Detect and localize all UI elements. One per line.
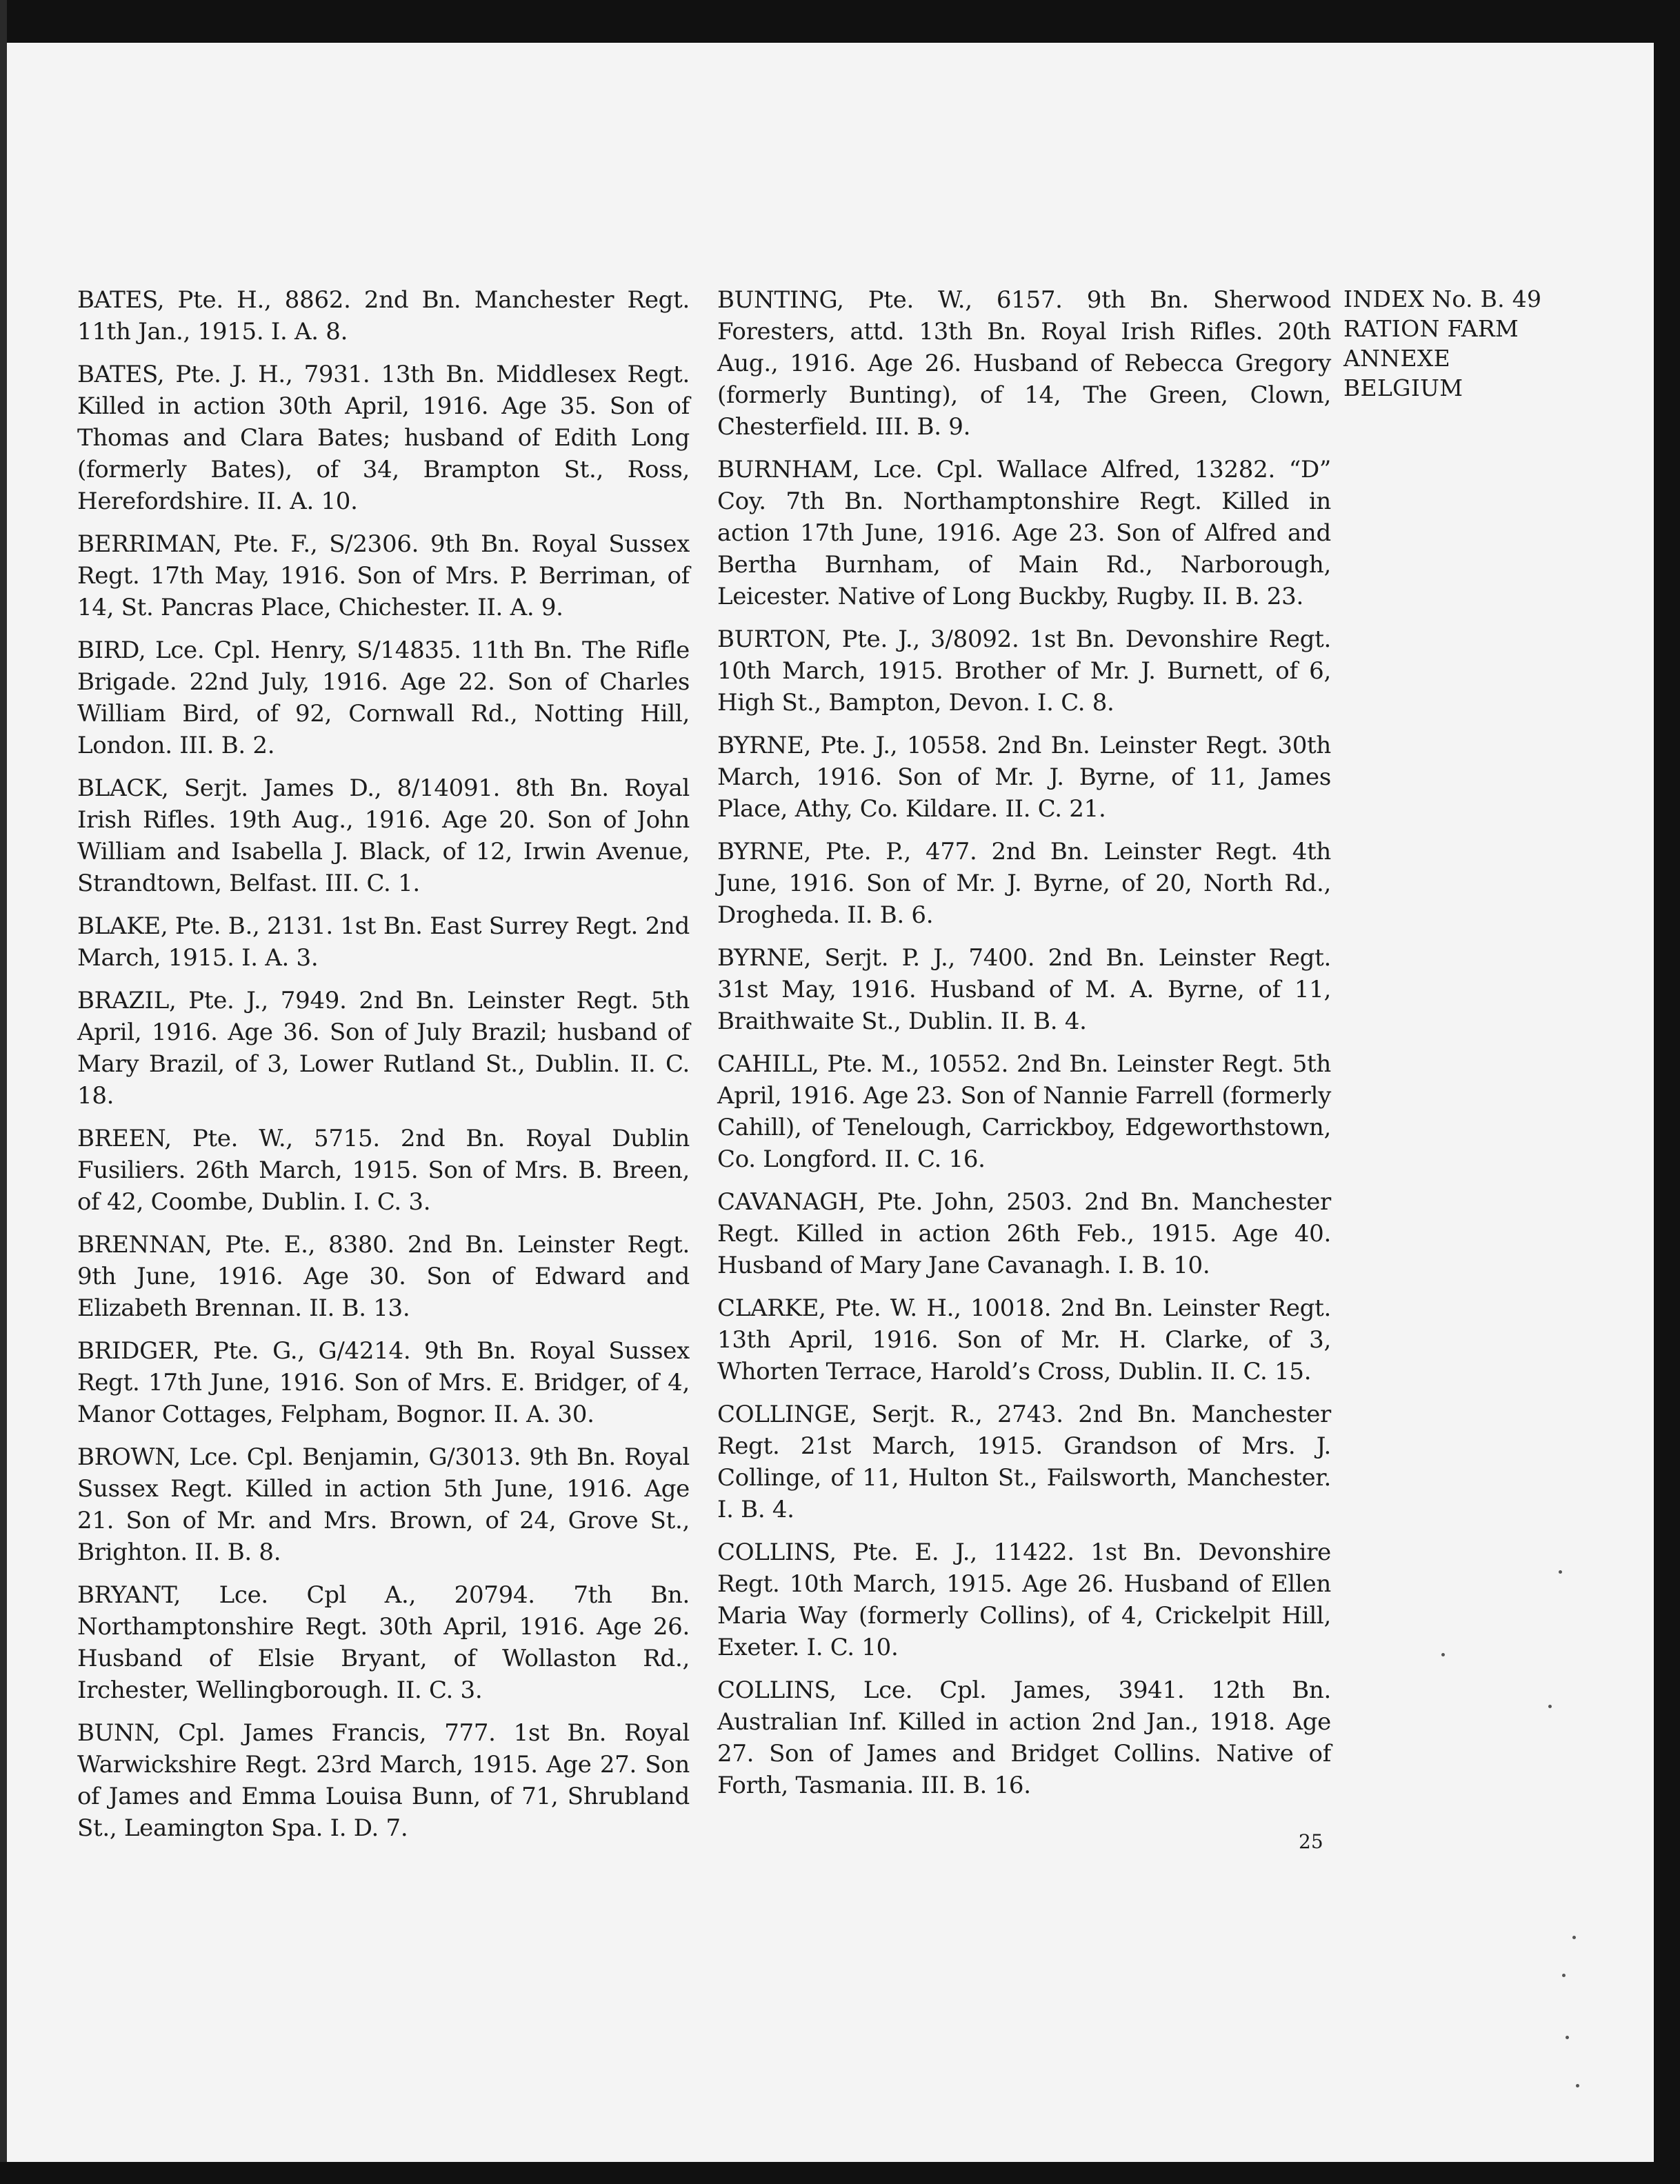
index-header (1343, 284, 1571, 403)
scan-speck (1572, 1936, 1576, 1939)
country-name: BELGIUM (1343, 374, 1463, 401)
register-entry: BYRNE, Serjt. P. J., 7400. 2nd Bn. Leinster Regt. 31st May, 1916. Husband of M. A. Byrne, of 11, Braithwaite St., Dublin. II. B. 4. (717, 944, 1331, 1035)
register-entry: BRENNAN, Pte. E., 8380. 2nd Bn. Leinster Regt. 9th June, 1916. Age 30. Son of Edward and Elizabeth Brennan. II. B. 13. (77, 1231, 690, 1322)
scan-border-bottom (0, 2162, 1680, 2184)
cemetery-name-line-1: RATION FARM (1343, 315, 1519, 342)
register-entry: BROWN, Lce. Cpl. Benjamin, G/3013. 9th Bn. Royal Sussex Regt. Killed in action 5th June, 1916. Age 21. Son of Mr. and Mrs. Brown, of 24, Grove St., Brighton. II. B. 8. (77, 1443, 690, 1566)
register-entry: COLLINGE, Serjt. R., 2743. 2nd Bn. Manchester Regt. 21st March, 1915. Grandson of Mrs. J. Collinge, of 11, Hulton St., Failsworth, Manchester. I. B. 4. (717, 1401, 1331, 1523)
register-entry: CAVANAGH, Pte. John, 2503. 2nd Bn. Manchester Regt. Killed in action 26th Feb., 1915. Age 40. Husband of Mary Jane Cavanagh. I. B. 10. (717, 1188, 1331, 1279)
register-entry: BUNN, Cpl. James Francis, 777. 1st Bn. Royal Warwickshire Regt. 23rd March, 1915. Age 27. Son of James and Emma Louisa Bunn, of 71, Shrubland St., Leamington Spa. I. D. 7. (77, 1719, 690, 1842)
register-entry: BLAKE, Pte. B., 2131. 1st Bn. East Surrey Regt. 2nd March, 1915. I. A. 3. (77, 912, 690, 972)
register-entry: BRAZIL, Pte. J., 7949. 2nd Bn. Leinster Regt. 5th April, 1916. Age 36. Son of July Brazil; husband of Mary Brazil, of 3, Lower Rutland St., Dublin. II. C. 18. (77, 987, 690, 1110)
register-entry: BATES, Pte. H., 8862. 2nd Bn. Manchester Regt. 11th Jan., 1915. I. A. 8. (77, 286, 690, 345)
register-entry: COLLINS, Pte. E. J., 11422. 1st Bn. Devonshire Regt. 10th March, 1915. Age 26. Husband of Ellen Maria Way (formerly Collins), of 4, Crickelpit Hill, Exeter. I. C. 10. (717, 1539, 1331, 1661)
scan-speck (1566, 2036, 1569, 2039)
register-entry: BATES, Pte. J. H., 7931. 13th Bn. Middlesex Regt. Killed in action 30th April, 1916. Age 35. Son of Thomas and Clara Bates; husband of Edith Long (formerly Bates), of 34, Brampton St., Ross, Herefordshire. II. A. 10. (77, 361, 690, 515)
register-entry: BERRIMAN, Pte. F., S/2306. 9th Bn. Royal Sussex Regt. 17th May, 1916. Son of Mrs. P. Berriman, of 14, St. Pancras Place, Chichester. II. A. 9. (77, 530, 690, 621)
register-entry: BIRD, Lce. Cpl. Henry, S/14835. 11th Bn. The Rifle Brigade. 22nd July, 1916. Age 22. Son of Charles William Bird, of 92, Cornwall Rd., Notting Hill, London. III. B. 2. (77, 637, 690, 759)
register-entry: BRIDGER, Pte. G., G/4214. 9th Bn. Royal Sussex Regt. 17th June, 1916. Son of Mrs. E. Bridger, of 4, Manor Cottages, Felpham, Bognor. II. A. 30. (77, 1337, 690, 1428)
index-number: INDEX No. B. 49 (1343, 285, 1542, 312)
page-number: 25 (1299, 1830, 1323, 1853)
register-entry: CLARKE, Pte. W. H., 10018. 2nd Bn. Leinster Regt. 13th April, 1916. Son of Mr. H. Clarke, of 3, Whorten Terrace, Harold’s Cross, Dublin. II. C. 15. (717, 1294, 1331, 1385)
page-sheet (7, 43, 1654, 2162)
scan-border-left (0, 0, 7, 2184)
register-entry: BURNHAM, Lce. Cpl. Wallace Alfred, 13282. “D” Coy. 7th Bn. Northamptonshire Regt. Killed in action 17th June, 1916. Age 23. Son of Alfred and Bertha Burnham, of Main Rd., Narborough, Leicester. Native of Long Buckby, Rugby. II. B. 23. (717, 456, 1331, 610)
register-entry: BURTON, Pte. J., 3/8092. 1st Bn. Devonshire Regt. 10th March, 1915. Brother of Mr. J. Burnett, of 6, High St., Bampton, Devon. I. C. 8. (717, 625, 1331, 717)
scan-speck (1441, 1653, 1445, 1656)
scan-speck (1562, 1974, 1566, 1977)
scan-border-right (1654, 0, 1680, 2184)
register-entry: BLACK, Serjt. James D., 8/14091. 8th Bn. Royal Irish Rifles. 19th Aug., 1916. Age 20. Son of John William and Isabella J. Black, of 12, Irwin Avenue, Strandtown, Belfast. III. C. 1. (77, 774, 690, 897)
register-entry: BUNTING, Pte. W., 6157. 9th Bn. Sherwood Foresters, attd. 13th Bn. Royal Irish Rifles. 20th Aug., 1916. Age 26. Husband of Rebecca Gregory (formerly Bunting), of 14, The Green, Clown, Chesterfield. III. B. 9. (717, 286, 1331, 441)
register-entry: BRYANT, Lce. Cpl A., 20794. 7th Bn. Northamptonshire Regt. 30th April, 1916. Age 26. Husband of Elsie Bryant, of Wollaston Rd., Irchester, Wellingborough. II. C. 3. (77, 1581, 690, 1704)
scan-speck (1559, 1570, 1562, 1574)
cemetery-name-line-2: ANNEXE (1343, 345, 1451, 372)
register-entry: CAHILL, Pte. M., 10552. 2nd Bn. Leinster Regt. 5th April, 1916. Age 23. Son of Nannie Farrell (formerly Cahill), of Tenelough, Carrickboy, Edgeworthstown, Co. Longford. II. C. 16. (717, 1050, 1331, 1173)
scan-speck (1576, 2084, 1579, 2087)
register-entry: BREEN, Pte. W., 5715. 2nd Bn. Royal Dublin Fusiliers. 26th March, 1915. Son of Mrs. B. Breen, of 42, Coombe, Dublin. I. C. 3. (77, 1125, 690, 1216)
middle-column (717, 284, 1331, 1812)
left-column (77, 284, 690, 1855)
register-entry: BYRNE, Pte. J., 10558. 2nd Bn. Leinster Regt. 30th March, 1916. Son of Mr. J. Byrne, of 11, James Place, Athy, Co. Kildare. II. C. 21. (717, 732, 1331, 823)
register-entry: COLLINS, Lce. Cpl. James, 3941. 12th Bn. Australian Inf. Killed in action 2nd Jan., 1918. Age 27. Son of James and Bridget Collins. Native of Forth, Tasmania. III. B. 16. (717, 1676, 1331, 1799)
scan-border-top (0, 0, 1680, 43)
register-entry: BYRNE, Pte. P., 477. 2nd Bn. Leinster Regt. 4th June, 1916. Son of Mr. J. Byrne, of 20, North Rd., Drogheda. II. B. 6. (717, 838, 1331, 929)
scan-speck (1548, 1705, 1552, 1708)
